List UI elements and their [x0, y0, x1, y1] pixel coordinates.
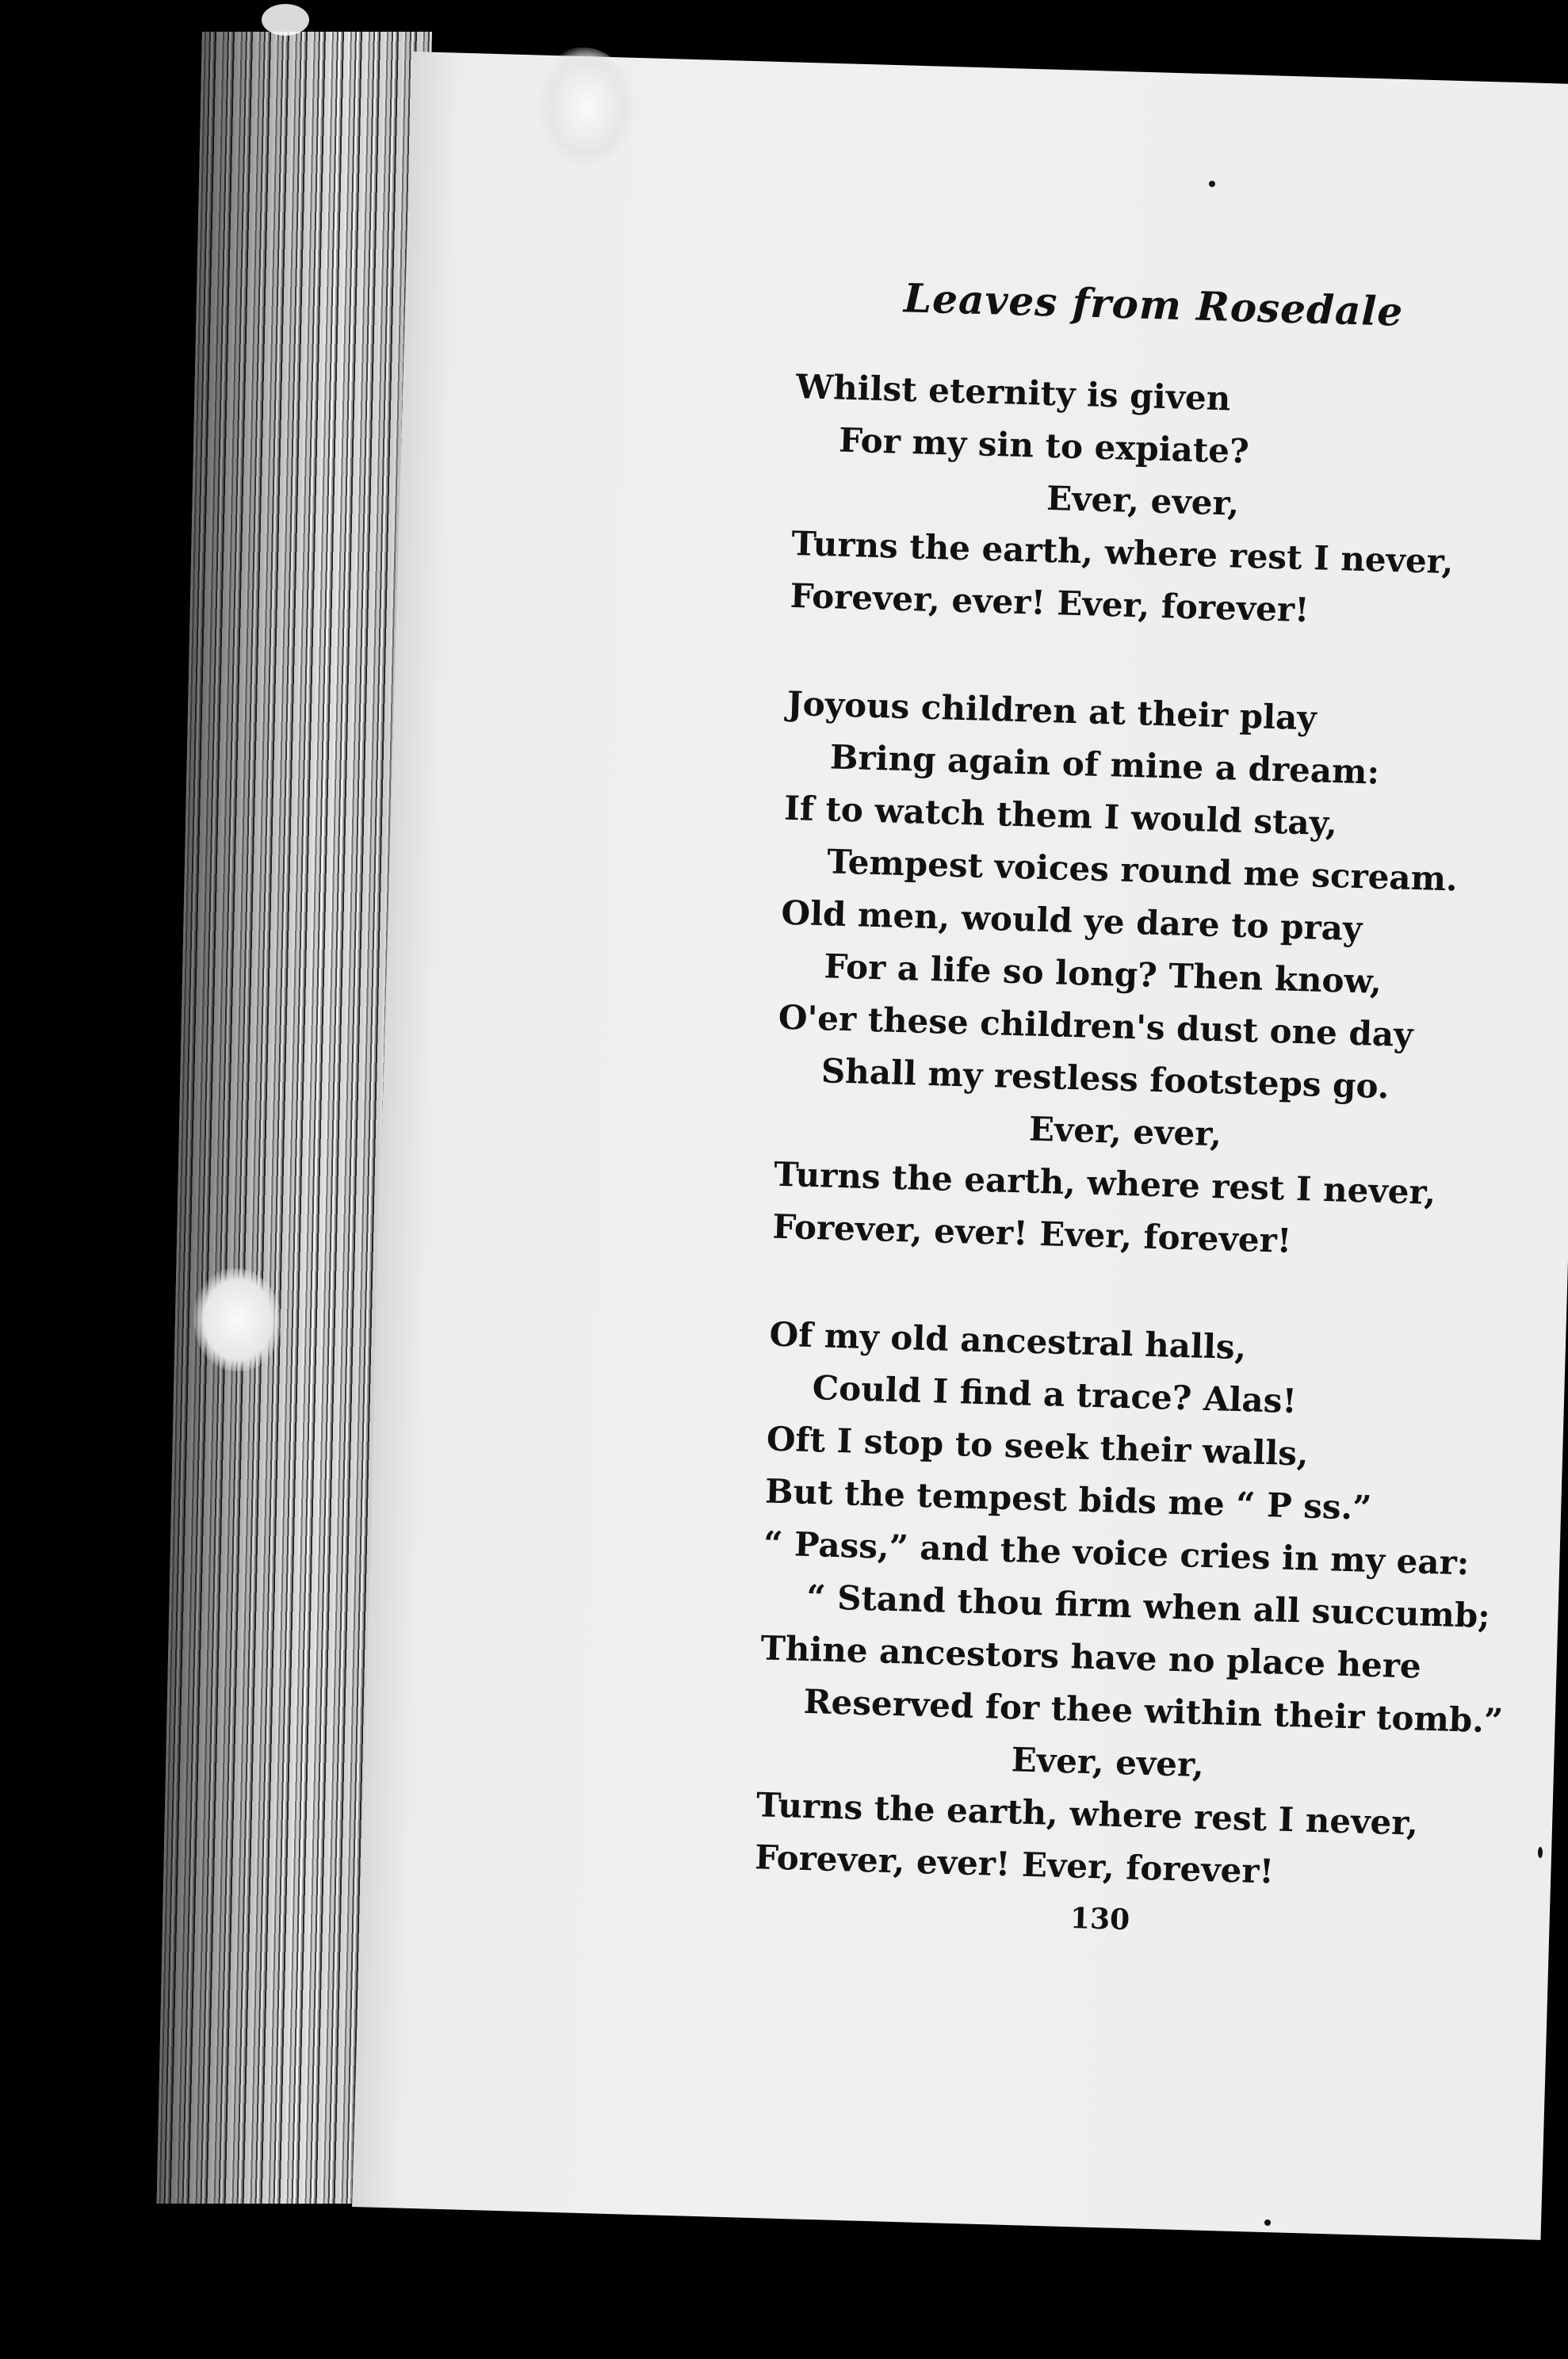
- verse-line: Ever, ever,: [1028, 1109, 1222, 1154]
- verse-line: Ever, ever,: [1011, 1740, 1205, 1785]
- verse-line: For a life so long? Then know,: [824, 946, 1383, 1001]
- verse-line: Turns the earth, where rest I never,: [790, 523, 1455, 582]
- stanza-1: [790, 361, 1510, 642]
- verse-line: Old men, would ye dare to pray: [780, 893, 1363, 949]
- ink-dot: [1538, 1847, 1543, 1858]
- verse-line: Bring again of mine a dream:: [829, 737, 1380, 792]
- verse-line: “ Pass,” and the voice cries in my ear:: [763, 1524, 1470, 1583]
- verse-line: O'er these children's dust one day: [778, 997, 1414, 1055]
- verse-line: Of my old ancestral halls,: [769, 1314, 1247, 1367]
- verse-line: Joyous children at their play: [786, 683, 1318, 738]
- poem-body: [752, 361, 1509, 1959]
- paper-stain-left: [194, 1268, 281, 1371]
- stanza-3: [754, 1309, 1504, 1904]
- verse-line: If to watch them I would stay,: [783, 788, 1338, 843]
- ink-dot: [1264, 2219, 1271, 2226]
- dust-speck: [262, 4, 309, 36]
- running-title-text: Leaves from Rosedale: [903, 274, 1405, 335]
- verse-line: Whilst eternity is given: [795, 366, 1231, 419]
- verse-line: Shall my restless footsteps go.: [820, 1051, 1390, 1107]
- verse-line: Forever, ever! Ever, forever!: [754, 1837, 1275, 1891]
- verse-line: “ Stand thou firm when all succumb;: [805, 1577, 1491, 1636]
- verse-line: Tempest voices round me scream.: [826, 842, 1459, 899]
- verse-line: Forever, ever! Ever, forever!: [771, 1206, 1292, 1260]
- verse-line: Could I find a trace? Alas!: [812, 1368, 1298, 1421]
- verse-line: For my sin to expiate?: [838, 420, 1250, 471]
- verse-line: Turns the earth, where rest I never,: [755, 1785, 1419, 1843]
- verse-line: Turns the earth, where rest I never,: [773, 1154, 1436, 1212]
- verse-line: Oft I stop to seek their walls,: [766, 1419, 1310, 1474]
- page-number-text: 130: [1069, 1901, 1130, 1937]
- verse-line: Ever, ever,: [1046, 478, 1240, 523]
- page-number: [1069, 1902, 1130, 1937]
- verse-line: Reserved for thee within their tomb.”: [803, 1681, 1504, 1741]
- stanza-2: [772, 678, 1501, 1273]
- verse-line: But the tempest bids me “ P ss.”: [764, 1471, 1373, 1527]
- ink-dot: [1209, 181, 1215, 187]
- verse-line: Forever, ever! Ever, forever!: [790, 575, 1310, 630]
- verse-line: Thine ancestors have no place here: [759, 1628, 1422, 1686]
